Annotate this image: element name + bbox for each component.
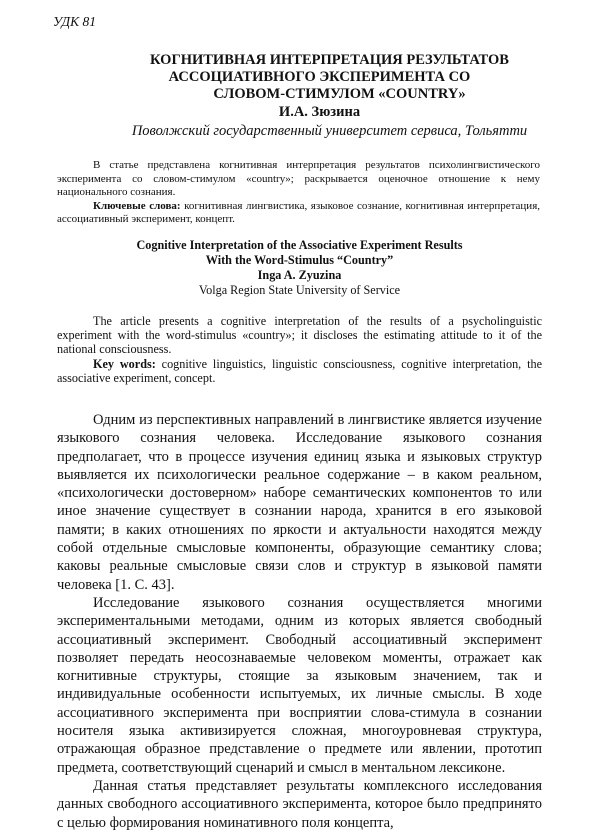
- abstract-en: The article presents a cognitive interpretation of the results of a psycholinguistic experiment with the word-stimulus «country»; it discloses the estimating attitude to it of the national consciousness.: [57, 313, 542, 357]
- affiliation-en: Volga Region State University of Service: [198, 282, 401, 297]
- keywords-en: [57, 357, 542, 385]
- keywords-ru: [57, 200, 540, 227]
- keywords-en-label: Key words:: [93, 356, 156, 371]
- affiliation-ru: Поволжский государственный университет сервиса, Тольятти: [131, 123, 528, 139]
- article-title-en: [57, 238, 542, 283]
- abstract-en-block: [57, 314, 542, 385]
- keywords-en-text: cognitive linguistics, linguistic consciousness, cognitive interpretation, the associative experiment, concept.: [57, 356, 542, 385]
- title-ru-line-1: КОГНИТИВНАЯ ИНТЕРПРЕТАЦИЯ РЕЗУЛЬТАТОВ: [150, 52, 509, 68]
- title-ru-line-3: СЛОВОМ-СТИМУЛОМ «COUNTRY»: [213, 86, 466, 102]
- title-en-line-2: With the Word-Stimulus “Country”: [205, 252, 394, 267]
- author-ru: И.А. Зюзина: [278, 104, 361, 120]
- author-en: Inga A. Zyuzina: [257, 267, 342, 282]
- keywords-ru-label: Ключевые слова:: [93, 199, 181, 212]
- udc-code: УДК 81: [53, 14, 96, 29]
- title-en-line-1: Cognitive Interpretation of the Associative Experiment Results: [136, 237, 463, 252]
- article-body: [57, 411, 542, 832]
- abstract-ru: В статье представлена когнитивная интерпретация результатов психолингвистического эксперимента со словом-стимулом «country»; раскрывается оценочное отношение к нему национального сознания.: [57, 159, 540, 199]
- body-paragraph-2: Исследование языкового сознания осуществляется многими экспериментальными методами, одним из которых является свободный ассоциативный эксперимент. Свободный ассоциативный эксперимент позволяет передать неосознаваемые человеком моменты, отражает как когнитивные структуры, стоящие за языковым значением, так и индивидуальные особенности испытуемых, их личные смыслы. В ходе ассоциативного эксперимента при восприятии слова-стимула в сознании носителя языка активизируется сложная, многоуровневая структура, отражающая образное представление о предмете или явлении, прототип предмета, соответствующий сценарий и смысл в ментальном лексиконе.: [57, 594, 542, 776]
- keywords-ru-text: когнитивная лингвистика, языковое сознание, когнитивная интерпретация, ассоциативный эксперимент, концепт.: [57, 199, 540, 226]
- article-title-ru: [57, 52, 542, 103]
- body-paragraph-1: Одним из перспективных направлений в лингвистике является изучение языкового сознания человека. Исследование языкового сознания предполагает, что в процессе изучения единиц языка и языковых структур выявляется их психологически реальное содержание – в каком реальном, «психологически достоверном» наборе семантических компонентов то или иное значение существует в сознании народа, хранится в его языковой памяти; в каких отношениях по яркости и актуальности находятся между собой отдельные смысловые компоненты, образующие семантику слова; каковы реальные смысловые связи слов и структур в языковой памяти человека [1. С. 43].: [57, 411, 542, 593]
- body-paragraph-3: Данная статья представляет результаты комплексного исследования данных свободного ассоциативного эксперимента, которое было предпринято с целью формирования номинативного поля концепта,: [57, 777, 542, 831]
- title-ru-line-2: АССОЦИАТИВНОГО ЭКСПЕРИМЕНТА СО: [168, 69, 471, 85]
- abstract-ru-block: [57, 159, 540, 227]
